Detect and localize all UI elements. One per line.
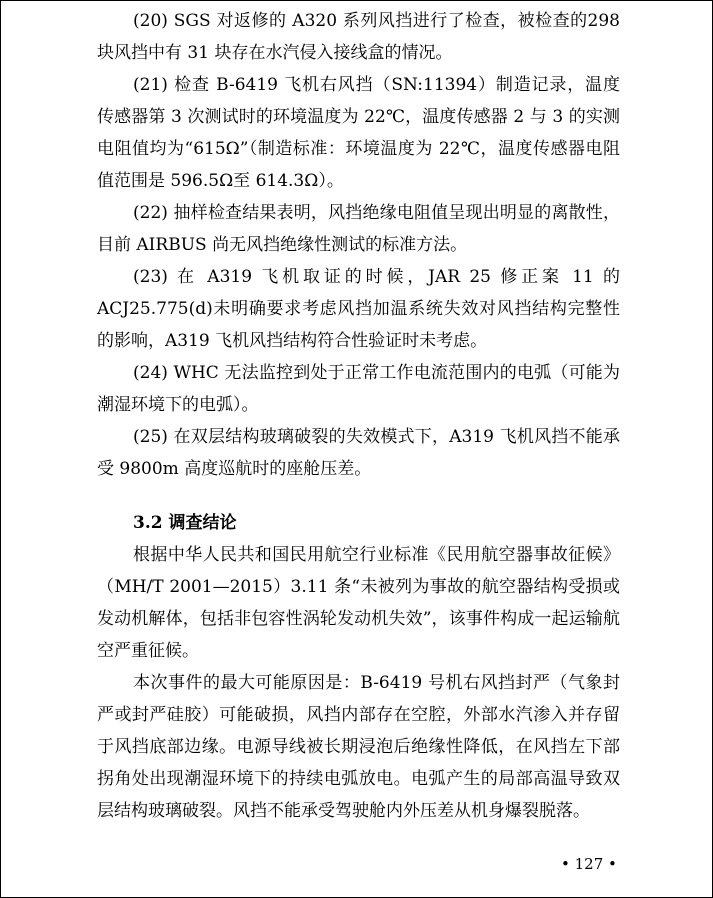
paragraph-item-24: (24) WHC 无法监控到处于正常工作电流范围内的电弧（可能为潮湿环境下的电弧）。 [97, 363, 620, 415]
paragraph-item-21: (21) 检查 B-6419 飞机右风挡（SN:11394）制造记录，温度传感器第 3 次测试时的环境温度为 22℃，温度传感器 2 与 3 的实测电阻值均为“615Ω”（制造标准：环境温度为 22℃，温度传感器电阻值范围是 596.5Ω至 614.3Ω）。 [97, 75, 620, 191]
conclusion-paragraph-2: 本次事件的最大可能原因是：B-6419 号机右风挡封严（气象封严或封严硅胶）可能破损，风挡内部存在空腔，外部水汽渗入并存留于风挡底部边缘。电源导线被长期浸泡后绝缘性降低，在风挡左下部拐角处出现潮湿环境下的持续电弧放电。电弧产生的局部高温导致双层结构玻璃破裂。风挡不能承受驾驶舱内外压差从机身爆裂脱落。 [97, 673, 620, 821]
paragraph-item-23: (23) 在 A319 飞机取证的时候，JAR 25 修正案 11 的ACJ25.775(d)未明确要求考虑风挡加温系统失效对风挡结构完整性的影响，A319 飞机风挡结构符合性验证时未考虑。 [97, 267, 620, 351]
section-heading: 3.2 调查结论 [133, 513, 237, 533]
section-spacer [97, 485, 620, 507]
paragraph-item-20: (20) SGS 对返修的 A320 系列风挡进行了检查，被检查的298 块风挡中有 31 块存在水汽侵入接线盒的情况。 [97, 11, 620, 63]
paragraph-item-25: (25) 在双层结构玻璃破裂的失效模式下，A319 飞机风挡不能承受 9800m 高度巡航时的座舱压差。 [97, 427, 620, 479]
page-number: • 127 • [561, 855, 617, 873]
page-content [97, 5, 620, 827]
conclusion-paragraph-1: 根据中华人民共和国民用航空行业标准《民用航空器事故征候》（MH/T 2001—2015）3.11 条“未被列为事故的航空器结构受损或发动机解体，包括非包容性涡轮发动机失效”，该事件构成一起运输航空严重征候。 [97, 545, 620, 661]
paragraph-item-22: (22) 抽样检查结果表明，风挡绝缘电阻值呈现出明显的离散性，目前 AIRBUS 尚无风挡绝缘性测试的标准方法。 [97, 203, 620, 255]
